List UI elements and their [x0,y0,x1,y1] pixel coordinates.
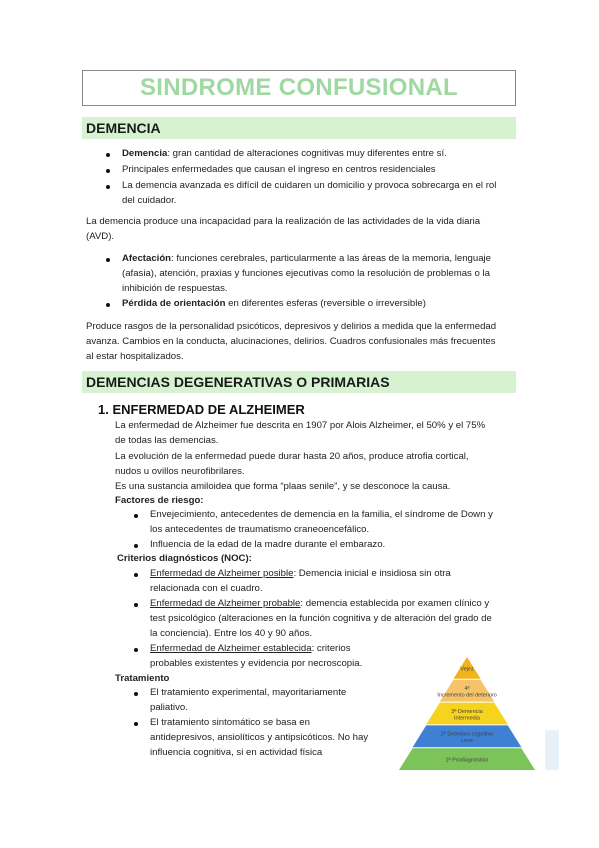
bullet-principales: Principales enfermedades que causan el ingreso en centros residenciales [122,164,436,175]
paragraph-rasgos-l2: avanza. Cambios en la conducta, alucinaciones, delirios. Cuadros confusionales más frecuentes [86,336,496,347]
section-heading-degenerativas: DEMENCIAS DEGENERATIVAS O PRIMARIAS [82,371,516,393]
bullet-avanzada-l1: La demencia avanzada es difícil de cuidaren un domicilio y provoca sobrecarga en el rol [122,180,497,191]
bullet-dot [134,722,138,726]
subheading-alzheimer: 1. ENFERMEDAD DE ALZHEIMER [98,402,305,417]
tratamiento-2-l1: El tratamiento sintomático se basa en [150,717,310,728]
paragraph-avd-l1: La demencia produce una incapacidad para la realización de las actividades de la vida diaria [86,216,481,227]
bullet-afectacion-l3: inhibición de respuestas. [122,283,228,294]
paragraph-rasgos-l3: al estar hospitalizados. [86,351,184,362]
bullet-dot [134,648,138,652]
criterio-text: : Demencia inicial e insidiosa sin otra [293,568,451,579]
bullet-avanzada-l2: del cuidador. [122,195,177,206]
pyramid-tier-label: 2ª Deterioro cognitivo [440,731,494,738]
pyramid-tier-label: 4ª [464,685,470,692]
criterio-1-l2: relacionada con el cuadro. [150,583,263,594]
paragraph-rasgos-l1: Produce rasgos de la personalidad psicóticos, depresivos y delirios a medida que la enfermedad [86,321,497,332]
pyramid-tier-label: Vejez [460,666,474,673]
pyramid-tier-label: 1ª Prodiagnóstico [445,757,489,764]
document-title-box [82,70,516,106]
bullet-dot [134,544,138,548]
bullet-dot [134,603,138,607]
bullet-text: : funciones cerebrales, particularmente a las áreas de la memoria, lenguaje [171,253,492,264]
criterio-1-l1 [150,566,451,582]
section-heading-demencia: DEMENCIA [82,117,516,139]
riesgo-1-l2: los antecedentes de traumatismo craneoencefálico. [150,524,370,535]
bullet-dot [106,258,110,262]
riesgo-2: Influencia de la edad de la madre durante el embarazo. [150,539,386,550]
alz-paragraph-4: nudos u ovillos neurofibrilares. [115,466,245,477]
alzheimer-stages-pyramid [395,655,565,775]
pyramid-watermark [545,730,559,770]
bullet-demencia-def [122,146,447,162]
riesgo-1-l1: Envejecimiento, antecedentes de demencia en la familia, el síndrome de Down y [150,509,493,520]
criterio-2-l1 [150,596,489,612]
alz-paragraph-3: La evolución de la enfermedad puede durar hasta 20 años, produce atrofia cortical, [115,451,469,462]
bullet-dot [106,169,110,173]
criterio-3-l2: probables existentes y evidencia por necroscopia. [150,658,363,669]
pyramid-tier-label: Intermedia [454,715,480,722]
paragraph-avd-l2: (AVD). [86,231,115,242]
criterio-term: Enfermedad de Alzheimer probable [150,598,301,609]
pyramid-tier-label: 3ª Demencia [451,708,483,715]
tratamiento-2-l3: influencia cognitiva, si en actividad física [150,747,323,758]
bullet-afectacion-l1 [122,251,491,267]
alz-paragraph-1: La enfermedad de Alzheimer fue descrita en 1907 por Alois Alzheimer, el 50% y el 75% [115,420,486,431]
bullet-text: : gran cantidad de alteraciones cognitivas muy diferentes entre sí. [167,148,447,159]
bullet-dot [134,692,138,696]
bullet-term: Pérdida de orientación [122,298,226,309]
tratamiento-1-l2: paliativo. [150,702,188,713]
bullet-afectacion-l2: (afasia), atención, praxias y funciones ejecutivas como la resolución de problemas o la [122,268,490,279]
criterio-term: Enfermedad de Alzheimer establecida [150,643,312,654]
alz-paragraph-5: Es una sustancia amiloidea que forma “plaas senile”, y se desconoce la causa. [115,481,451,492]
tratamiento-2-l2: antidepresivos, ansiolíticos y antipsicóticos. No hay [150,732,369,743]
bullet-dot [106,185,110,189]
pyramid-tier-label: Leve [461,738,473,745]
bullet-term: Demencia [122,148,168,159]
bullet-dot [134,514,138,518]
bullet-term: Afectación [122,253,172,264]
bullet-dot [106,153,110,157]
bullet-text: en diferentes esferas (reversible o irreversible) [225,298,426,309]
bullet-orientacion [122,296,426,312]
riesgo-heading: Factores de riesgo: [115,495,204,506]
bullet-dot [106,303,110,307]
tratamiento-1-l1: El tratamiento experimental, mayoritariamente [150,687,347,698]
criterio-text: : demencia establecida por examen clínico y [300,598,490,609]
tratamiento-heading: Tratamiento [115,673,170,684]
pyramid-tier-label: Incremento del deterioro [437,692,497,699]
criterio-text: : criterios [311,643,351,654]
criterios-heading: Criterios diagnósticos (NOC): [117,553,252,564]
criterio-2-l2: test psicológico (alteraciones en la función cognitiva y de alteración del grado de [150,613,492,624]
document-title: SINDROME CONFUSIONAL [140,74,458,101]
criterio-term: Enfermedad de Alzheimer posible [150,568,294,579]
alz-paragraph-2: de todas las demencias. [115,435,219,446]
bullet-dot [134,573,138,577]
criterio-2-l3: la conciencia). Entre los 40 y 90 años. [150,628,313,639]
criterio-3-l1 [150,641,351,657]
